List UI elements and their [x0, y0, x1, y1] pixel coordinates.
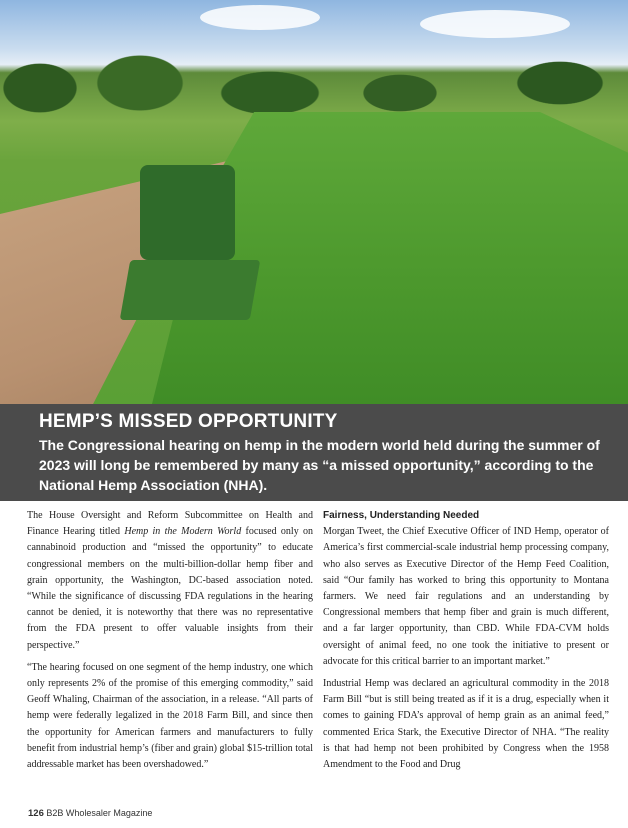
tractor	[140, 165, 235, 260]
paragraph: Industrial Hemp was declared an agricultural commodity in the 2018 Farm Bill “but is still being treated as if it is a drug, especially when it comes to gaining FDA’s approval of hemp grain as an animal feed,” commented Erica Stark, the Executive Director of NHA. “The reality is that had hemp not been prohibited by Congress when the 1958 Amendment to the Food and Drug	[323, 678, 609, 771]
column-left	[27, 508, 313, 779]
column-right	[323, 508, 609, 779]
hemp-field-photo	[0, 0, 628, 404]
headline: HEMP’S MISSED OPPORTUNITY	[39, 411, 338, 432]
page-number: 126	[28, 808, 44, 819]
page-footer	[28, 808, 152, 819]
deck: The Congressional hearing on hemp in the modern world held during the summer of 2023 will long be remembered by many as “a missed opportunity,” according to the National Hemp Association (NHA).	[39, 437, 600, 493]
publication-name: B2B Wholesaler Magazine	[46, 808, 153, 818]
cloud	[200, 5, 320, 30]
paragraph: The House Oversight and Reform Subcommittee on Health and Finance Hearing titled Hemp in the Modern World focused only on cannabinoid production and “missed the opportunity” to educate congressional members on the multi-billion-dollar hemp fiber and grain opportunity, the Washington, DC-based association noted. “While the significance of discussing FDA regulations in the hearing cannot be denied, it is noteworthy that there was no representative from the FDA present to offer valuable insights from their perspective.”	[27, 510, 313, 651]
treeline	[0, 38, 628, 118]
cloud	[420, 10, 570, 38]
headline-banner	[0, 404, 628, 501]
hearing-title: Hemp in the Modern World	[124, 526, 242, 538]
subheading: Fairness, Understanding Needed	[323, 510, 480, 521]
mower	[120, 260, 261, 320]
paragraph: “The hearing focused on one segment of the hemp industry, one which only represents 2% of the promise of this emerging commodity,” said Geoff Whaling, Chairman of the association, in a release. “All parts of hemp were federally legalized in the 2018 Farm Bill, and since then the opportunity for American farmers and manufacturers to fully benefit from industrial hemp’s (fiber and grain) global $15-trillion total addressable market has been overshadowed.”	[27, 661, 313, 771]
paragraph: Morgan Tweet, the Chief Executive Officer of IND Hemp, operator of America’s first commercial-scale industrial hemp processing company, who also serves as Executive Director of the Hemp Feed Coalition, said “Our family has worked to bring this opportunity to Montana farmers. We need fair regulations and an understanding by Congressional members that hemp fiber and grain is much different, and a far larger opportunity, than CBD. While FDA-CVM holds oversight of animal feed, no one took the initiative to present or advocate for this critical barrier to an important market.”	[323, 526, 609, 667]
